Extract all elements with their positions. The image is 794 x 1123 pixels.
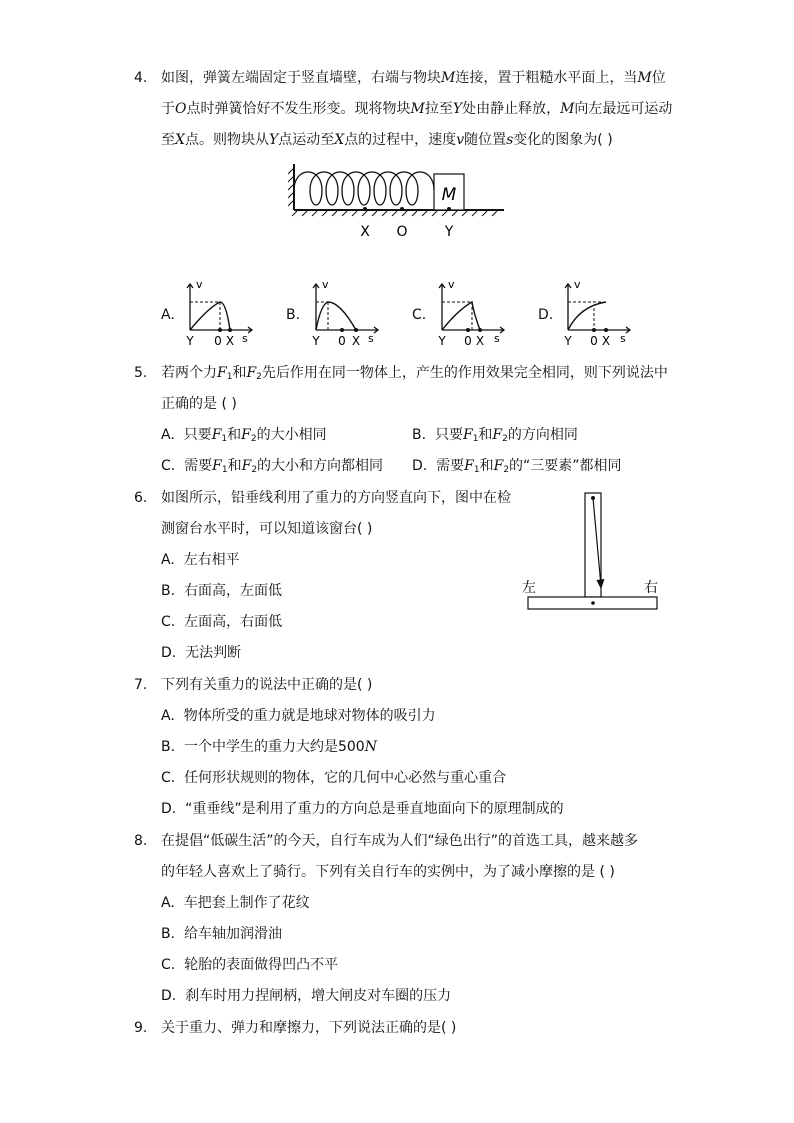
option-graph-b[interactable]	[306, 278, 384, 348]
option-a[interactable]: A. 物体所受的重力就是地球对物体的吸引力	[161, 708, 436, 724]
option-d[interactable]: D. 需要$F_1$和$F_2$的“三要素”都相同	[412, 458, 622, 475]
left-label: 左	[522, 580, 536, 596]
option-letter-d[interactable]: D.	[538, 307, 554, 323]
question-number: 7.	[134, 677, 148, 693]
option-graph-d[interactable]	[558, 278, 636, 348]
tick-label: Y	[186, 334, 194, 348]
question-text-line: 下列有关重力的说法中正确的是( )	[161, 677, 373, 693]
option-letter-a[interactable]: A.	[161, 307, 175, 323]
question-number: 4.	[134, 70, 148, 86]
question-text-line: 正确的是 ( )	[161, 396, 237, 412]
point-label-y: Y	[444, 224, 454, 240]
right-label: 右	[644, 580, 658, 596]
question-text-line: 若两个力$F_1$和$F_2$先后作用在同一物体上，产生的作用效果完全相同，则下列说法中	[161, 365, 668, 382]
point-label-x: X	[360, 224, 370, 240]
question-text-line: 测窗台水平时，可以知道该窗台( )	[161, 521, 373, 537]
axis-label-v: v	[196, 278, 203, 291]
question-text-line: 的年轻人喜欢上了骑行。下列有关自行车的实例中，为了减小摩擦的是 ( )	[161, 864, 615, 880]
option-a[interactable]: A. 左右相平	[161, 552, 240, 568]
tick-label: X	[225, 334, 235, 348]
tick-label: X	[351, 334, 361, 348]
axis-label-v: v	[448, 278, 455, 291]
spring-figure	[288, 160, 508, 240]
option-c[interactable]: C. 任何形状规则的物体，它的几何中心必然与重心重合	[161, 770, 507, 786]
option-letter-c[interactable]: C.	[412, 307, 427, 323]
block-label: M	[441, 185, 457, 205]
option-d[interactable]: D. 无法判断	[161, 645, 242, 661]
question-text-line: 关于重力、弹力和摩擦力，下列说法正确的是( )	[161, 1020, 457, 1036]
axis-label-v: v	[322, 278, 329, 291]
plumb-line-figure	[518, 490, 660, 614]
option-d[interactable]: D. 刹车时用力捏闸柄，增大闸皮对车圈的压力	[161, 988, 452, 1004]
tick-label: 0	[590, 334, 598, 348]
question-number: 8.	[134, 833, 148, 849]
tick-label: 0	[338, 334, 346, 348]
option-d[interactable]: D. “重垂线”是利用了重力的方向总是垂直地面向下的原理制成的	[161, 801, 564, 817]
axis-label-s: s	[620, 332, 626, 345]
option-a[interactable]: A. 只要$F_1$和$F_2$的大小相同	[161, 427, 327, 444]
tick-label: X	[601, 334, 611, 348]
axis-label-s: s	[494, 332, 500, 345]
option-b[interactable]: B. 右面高，左面低	[161, 583, 282, 599]
question-number: 9.	[134, 1020, 148, 1036]
question-text-line: 至X点。则物块从Y点运动至X点的过程中，速度v随位置s变化的图象为( )	[161, 132, 613, 148]
question-text-line: 在提倡“低碳生活”的今天，自行车成为人们“绿色出行”的首选工具，越来越多	[161, 833, 639, 849]
question-text-line: 如图所示，铅垂线利用了重力的方向竖直向下，图中在检	[161, 490, 511, 506]
spring-coil	[294, 172, 434, 205]
question-text-line: 如图，弹簧左端固定于竖直墙壁，右端与物块M连接，置于粗糙水平面上，当M位	[161, 70, 666, 86]
axis-label-v: v	[574, 278, 581, 291]
option-c[interactable]: C. 左面高，右面低	[161, 614, 283, 630]
option-b[interactable]: B. 给车轴加润滑油	[161, 926, 282, 942]
point-label-o: O	[396, 224, 408, 240]
axis-label-s: s	[242, 332, 248, 345]
option-letter-b[interactable]: B.	[286, 307, 301, 323]
option-graph-c[interactable]	[432, 278, 510, 348]
tick-label: Y	[312, 334, 320, 348]
axis-label-s: s	[368, 332, 374, 345]
tick-label: Y	[564, 334, 572, 348]
question-number: 6.	[134, 490, 148, 506]
option-b[interactable]: B. 只要$F_1$和$F_2$的方向相同	[412, 427, 578, 444]
tick-label: 0	[464, 334, 472, 348]
tick-label: 0	[214, 334, 222, 348]
option-graph-a[interactable]	[180, 278, 258, 348]
option-b[interactable]: B. 一个中学生的重力大约是500N	[161, 739, 377, 755]
tick-label: Y	[438, 334, 446, 348]
option-a[interactable]: A. 车把套上制作了花纹	[161, 895, 310, 911]
question-text-line: 于O点时弹簧恰好不发生形变。现将物块M拉至Y处由静止释放，M向左最远可运动	[161, 101, 673, 117]
tick-label: X	[475, 334, 485, 348]
option-c[interactable]: C. 轮胎的表面做得凹凸不平	[161, 957, 339, 973]
option-c[interactable]: C. 需要$F_1$和$F_2$的大小和方向都相同	[161, 458, 384, 475]
question-number: 5.	[134, 365, 148, 381]
